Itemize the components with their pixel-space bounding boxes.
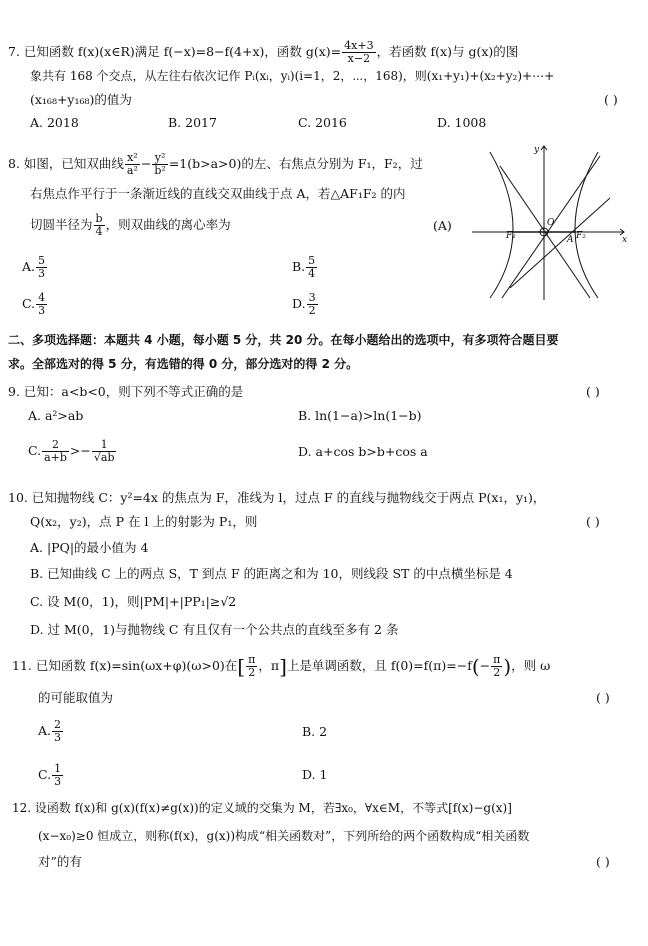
- q11-option-a-den: 3: [54, 731, 62, 744]
- q11-option-a-num: 2: [54, 718, 62, 731]
- q8-stem-part4: ，则双曲线的离心率为: [105, 217, 231, 232]
- q9-option-c-label: C.: [28, 443, 42, 458]
- q8-line1: [8, 152, 423, 177]
- q9-option-c-frac2: [92, 439, 117, 464]
- q11-interval-num: π: [248, 653, 256, 666]
- fig-label-a: A: [567, 235, 574, 245]
- q7-frac-den: x−2: [347, 52, 371, 65]
- q8-option-d-frac: [307, 292, 318, 317]
- q10-line2: Q(x₂，y₂)，点 P 在 l 上的射影为 P₁，则: [30, 514, 258, 529]
- q7-fraction: [342, 40, 375, 65]
- hyperbola-figure: [470, 140, 630, 302]
- q11-stem-part2: 上是单调函数，且 f(0)=f(π)=−f: [286, 658, 472, 673]
- q8-option-a-label: A.: [22, 259, 36, 274]
- q8-option-c: [22, 292, 48, 317]
- q9-stem: 9. 已知：a<b<0，则下列不等式正确的是: [8, 384, 244, 399]
- q8-option-a-den: 3: [38, 267, 46, 280]
- q11-arg-frac: [491, 654, 502, 679]
- q8-line2: 右焦点作平行于一条渐近线的直线交双曲线于点 A，若△AF₁F₂ 的内: [30, 186, 406, 201]
- q10-option-b: B. 已知曲线 C 上的两点 S，T 到点 F 的距离之和为 10，则线段 ST 的中点横坐标是 4: [30, 566, 513, 581]
- q7-option-b: B. 2017: [168, 115, 217, 130]
- q7-option-d: D. 1008: [437, 115, 487, 130]
- q10-option-d: D. 过 M(0，1)与抛物线 C 有且仅有一个公共点的直线至多有 2 条: [30, 622, 399, 637]
- q11-stem-part3: ，则 ω: [511, 658, 551, 673]
- q8-frac-y: [152, 152, 167, 177]
- q10-line1: 10. 已知抛物线 C：y²=4x 的焦点为 F，准线为 l，过点 F 的直线与抛物线交于两点 P(x₁，y₁)，: [8, 490, 546, 505]
- q9-option-c-den1: a+b: [44, 451, 67, 464]
- q8-option-c-frac: [36, 292, 47, 317]
- q11-bracket-open: [: [237, 654, 246, 679]
- q9-option-c-frac1: [42, 439, 69, 464]
- q11-option-c-frac: [52, 763, 63, 788]
- q8-option-a-num: 5: [38, 254, 46, 267]
- q8-option-c-num: 4: [38, 291, 46, 304]
- hyperbola-right-branch: [575, 152, 598, 298]
- q8-answer: (A): [433, 218, 452, 233]
- q9-option-c-num2: 1: [92, 439, 117, 452]
- q10-answer-paren: ( ): [586, 514, 600, 529]
- q8-option-b-den: 4: [308, 267, 316, 280]
- q8-option-a-frac: [36, 255, 47, 280]
- q8-option-c-den: 3: [38, 304, 46, 317]
- q8-minus: −: [140, 156, 152, 171]
- q8-option-d-den: 2: [308, 304, 316, 317]
- q11-line1: 11. 已知函数 f(x)=sin(ωx+φ)(ω>0)在[ $\frac{\pi}{2}$ ，π]上是单调函数，且 f(0)=f(π)=−f(− $\frac{\pi}{2}$ )，则 ω: [12, 653, 551, 679]
- q11-option-d: D. 1: [302, 767, 328, 782]
- q10-option-c: C. 设 M(0，1)，则|PM|+|PP₁|≥√2: [30, 594, 237, 609]
- q11-option-a: [38, 718, 64, 744]
- fig-label-f1: F₁: [506, 231, 516, 241]
- q8-stem-part3: 切圆半径为: [30, 217, 93, 232]
- section2-heading-line1: 二、多项选择题：本题共 4 小题，每小题 5 分，共 20 分。在每小题给出的选项中，有多项符合题目要: [8, 333, 559, 347]
- q11-interval-den: 2: [248, 666, 256, 679]
- q11-option-b: B. 2: [302, 724, 328, 739]
- parallel-line: [510, 198, 610, 288]
- q8-frac-x-num: x²: [125, 152, 140, 165]
- hyperbola-left-branch: [490, 152, 513, 298]
- q8-option-d: [292, 292, 319, 317]
- q11-interval-tail: ，π: [258, 658, 280, 673]
- q11-option-a-label: A.: [38, 723, 52, 738]
- q8-option-c-label: C.: [22, 296, 36, 311]
- q12-line1: 12. 设函数 f(x)和 g(x)(f(x)≠g(x))的定义域的交集为 M，若∃x₀，∀x∈M，不等式[f(x)−g(x)]: [12, 801, 512, 815]
- q7-line2: 象共有 168 个交点，从左往右依次记作 Pᵢ(xᵢ，yᵢ)(i=1，2，⋯，168)，则(x₁+y₁)+(x₂+y₂)+⋯+: [30, 69, 555, 83]
- q11-option-c-den: 3: [54, 775, 62, 788]
- q11-option-a-frac: [52, 719, 63, 744]
- q7-stem-part2: ，若函数 f(x)与 g(x)的图: [376, 44, 519, 59]
- q8-option-d-num: 3: [308, 291, 316, 304]
- q10-option-a: A. |PQ|的最小值为 4: [30, 540, 149, 555]
- q11-bracket-close: ]: [279, 654, 287, 679]
- q12-line3: 对”的有: [38, 854, 82, 869]
- q8-option-b-frac: [306, 255, 317, 280]
- q9-option-c-num1: 2: [42, 439, 69, 452]
- q11-arg-num: π: [493, 653, 501, 666]
- q7-answer-paren: ( ): [604, 92, 618, 107]
- q8-stem-part1: 8. 如图，已知双曲线: [8, 156, 124, 171]
- q8-frac-radius: [94, 213, 105, 238]
- q11-paren-close: ): [503, 654, 512, 679]
- q9-option-c-mid: >−: [69, 443, 91, 458]
- q8-frac-x-den: a²: [126, 164, 138, 177]
- q11-option-c-label: C.: [38, 767, 52, 782]
- q9-option-a: A. a²>ab: [28, 408, 84, 423]
- q11-stem-part1: 11. 已知函数 f(x)=sin(ωx+φ)(ω>0)在: [12, 658, 238, 673]
- q8-line3: [30, 212, 231, 238]
- q7-line1: [8, 40, 518, 65]
- q7-line3: (x₁₆₈+y₁₆₈)的值为: [30, 92, 132, 107]
- q8-frac-y-num: y²: [152, 152, 167, 165]
- q8-option-b-num: 5: [308, 254, 316, 267]
- section2-heading-line2: 求。全部选对的得 5 分，有选错的得 0 分，部分选对的得 2 分。: [8, 357, 359, 371]
- q9-option-b: B. ln(1−a)>ln(1−b): [298, 408, 422, 423]
- q11-option-c: [38, 762, 64, 788]
- q11-paren-open: (: [471, 654, 480, 679]
- q11-arg-den: 2: [493, 666, 501, 679]
- q8-frac-x: [125, 152, 140, 177]
- q8-option-d-label: D.: [292, 296, 306, 311]
- q7-option-c: C. 2016: [298, 115, 347, 130]
- fig-label-f2: F₂: [576, 231, 586, 241]
- q11-option-c-num: 1: [54, 762, 62, 775]
- q11-line2: 的可能取值为: [38, 690, 114, 705]
- q8-option-b-label: B.: [292, 259, 306, 274]
- fig-label-y: y: [534, 145, 540, 155]
- q8-radius-num: b: [95, 212, 103, 225]
- q8-frac-y-den: b²: [154, 164, 166, 177]
- q9-option-c-den2: √ab: [93, 451, 115, 464]
- q8-stem-part2: =1(b>a>0)的左、右焦点分别为 F₁，F₂，过: [168, 156, 423, 171]
- fig-label-x: x: [622, 235, 628, 245]
- q11-answer-paren: ( ): [596, 690, 610, 705]
- fig-label-o: O: [547, 218, 555, 228]
- q7-option-a: A. 2018: [30, 115, 79, 130]
- q9-option-d: D. a+cos b>b+cos a: [298, 444, 428, 459]
- q12-line2: (x−x₀)≥0 恒成立，则称(f(x)，g(x))构成“相关函数对”，下列所给的两个函数构成“相关函数: [38, 829, 530, 843]
- q12-answer-paren: ( ): [596, 854, 610, 869]
- q8-option-a: [22, 255, 48, 280]
- q8-option-b: [292, 255, 318, 280]
- q8-radius-den: 4: [95, 225, 103, 238]
- q7-stem-part1: 7. 已知函数 f(x)(x∈R)满足 f(−x)=8−f(4+x)，函数 g(x)=: [8, 44, 342, 59]
- q9-option-c: [28, 438, 117, 464]
- q9-answer-paren: ( ): [586, 384, 600, 399]
- q11-interval-frac: [246, 654, 257, 679]
- q7-frac-num: 4x+3: [344, 39, 374, 52]
